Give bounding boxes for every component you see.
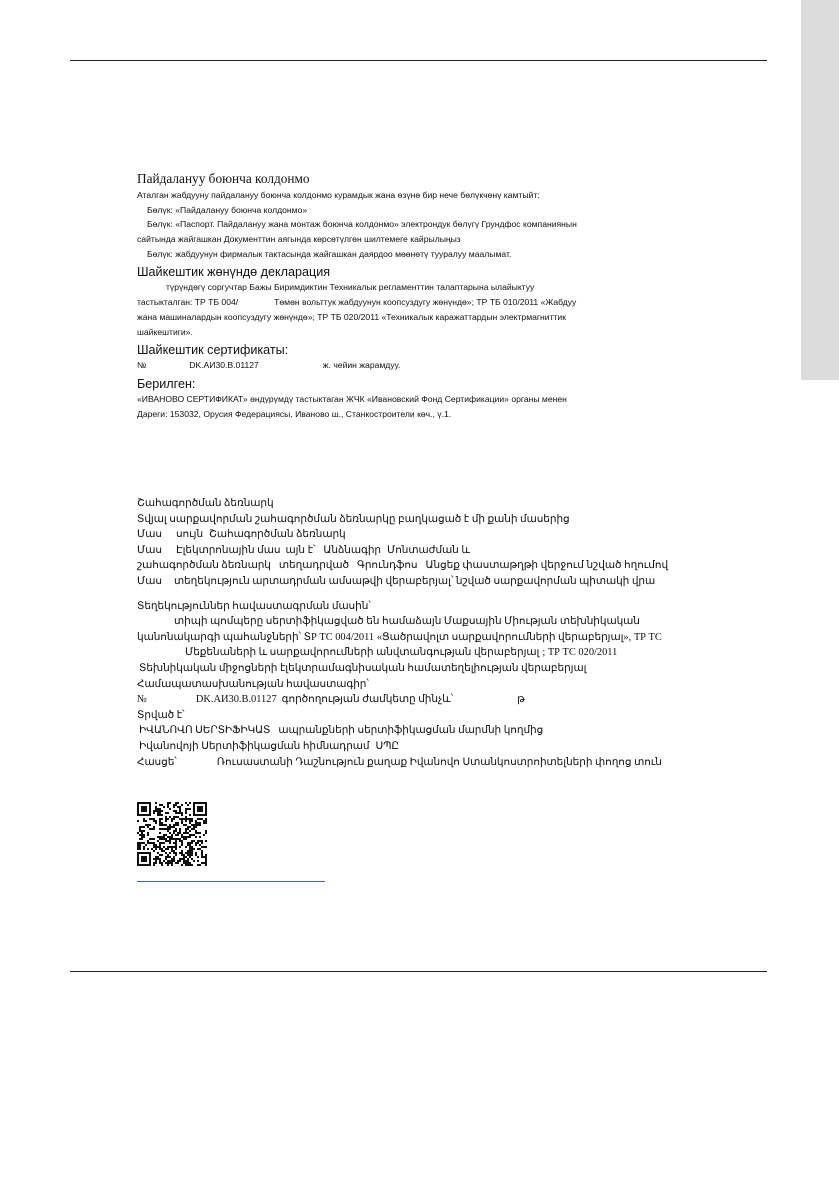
qr-code-icon[interactable] — [137, 802, 207, 866]
armenian-info-1: տիպի պոմպերը սերտիֆիկացված են համաձայն Մաքսային Միության տեխնիկական — [174, 616, 640, 628]
kyrgyz-issued-heading: Берилген: — [137, 376, 196, 391]
armenian-cert-suffix: թ — [517, 694, 525, 706]
armenian-issued-2: Իվանովոյի Սերտիֆիկացման հիմնադրամ — [139, 740, 370, 752]
kyrgyz-issued-2: Дареги: 153032, Орусия Федерациясы, Иваново ш., Станкостроители көч., ү.1. — [137, 408, 452, 419]
armenian-cert-valid: գործողության ժամկետը մինչև՝ — [281, 694, 454, 706]
armenian-certificate-line — [137, 692, 697, 708]
armenian-part2-h: Գրունդֆոս — [356, 560, 418, 572]
kyrgyz-title: Пайдалануу боюнча колдонмо — [137, 171, 310, 186]
armenian-info-3 — [137, 645, 697, 661]
kyrgyz-part2-a: Бөлүк: «Паспорт. Пайдалануу жана монтаж боюнча колдонмо» электрондук бөлүгү Грундфос компаниянын — [147, 219, 577, 230]
armenian-part2-a: Մաս — [137, 544, 162, 556]
kyrgyz-declaration-3: жана машиналардын коопсуздугу жөнүндө»; ТР ТБ 020/2011 «Техникалык каражаттардын электрмагниттик — [137, 311, 566, 322]
armenian-cert-id: DK.АИ30.В.01127 — [195, 694, 277, 706]
kyrgyz-part1: Бөлүк: «Пайдалануу боюнча колдонмо» — [147, 204, 308, 215]
kyrgyz-declaration-1: түрүндөгү соргучтар Бажы Биримдиктин Техникалык регламенттин талаптарына ылайыктуу — [166, 282, 535, 293]
armenian-part1 — [137, 527, 697, 543]
armenian-part2-i: Անցեք փաստաթղթի վերջում նշված հղումով — [425, 560, 669, 572]
kyrgyz-declaration-2b: Төмөн вольттук жабдуунун коопсуздугу жөнүндө»; ТР ТБ 010/2011 «Жабдуу — [274, 297, 577, 308]
kyrgyz-part2-b: сайтында жайгашкан Документтин аягында көрсөтүлгөн шилтемеге кайрылыңыз — [137, 234, 461, 245]
armenian-section — [137, 496, 697, 770]
armenian-part2-c: այն է՝ — [285, 544, 316, 556]
kyrgyz-declaration-4: шайкештиги». — [137, 326, 193, 337]
armenian-info-heading: Տեղեկություններ հավաստագրման մասին՝ — [137, 600, 371, 612]
kyrgyz-intro: Аталган жабдууну пайдалануу боюнча колдонмо курамдык жана өзүнө бир нече бөлүкчөнү камтыйт: — [137, 190, 540, 200]
armenian-cert-no: № — [137, 694, 147, 706]
kyrgyz-certificate-line — [137, 358, 697, 373]
armenian-address-line — [137, 755, 697, 771]
armenian-part2-f: շահագործման ձեռնարկ — [137, 560, 271, 572]
armenian-issued-2-line — [137, 739, 697, 755]
armenian-address-label: Հասցե՝ — [137, 756, 177, 768]
kyrgyz-certificate-heading: Шайкештик сертификаты: — [137, 343, 289, 358]
armenian-part3-a: Մաս — [137, 575, 162, 587]
armenian-part2-g: տեղադրված — [278, 560, 349, 572]
armenian-info-4: Տեխնիկական միջոցների էլեկտրամագնիսական համատեղելիության վերաբերյալ — [139, 662, 587, 674]
armenian-part1-a: Մաս — [137, 529, 162, 541]
armenian-part3 — [137, 574, 697, 590]
qr-link-underline[interactable] — [137, 881, 325, 882]
side-tab — [801, 0, 839, 380]
armenian-info-3a: Մեքենաների և սարքավորումների անվտանգության վերաբերյալ — [185, 647, 540, 659]
kyrgyz-declaration-2a: тастыкталган: ТР ТБ 004/ — [137, 297, 239, 308]
kyrgyz-cert-id: DK.АИ30.В.01127 — [189, 360, 259, 371]
armenian-address-value: Ռուսաստանի Դաշնություն քաղաք Իվանովո Ստանկոստրոիտելների փողոց տուն — [216, 756, 662, 768]
armenian-part2-b: Էլեկտրոնային մաս — [175, 544, 281, 556]
armenian-issued-1-line — [137, 723, 697, 739]
armenian-issued-2b: ՍՊԸ — [375, 740, 400, 752]
armenian-info-3b: ; ТР ТС 020/2011 — [542, 647, 618, 659]
armenian-part2 — [137, 543, 697, 559]
kyrgyz-declaration-2 — [137, 295, 697, 310]
armenian-part2-e: Մոնտաժման և — [387, 544, 470, 556]
bottom-rule — [70, 971, 767, 972]
armenian-part3-b: տեղեկություն արտադրման ամսաթվի վերաբերյալ՝ նշված սարքավորման պիտակի վրա — [173, 575, 656, 587]
armenian-issued-heading: Տրված է՝ — [137, 709, 185, 721]
armenian-issued-1: ԻՎԱՆՈՎՈ ՍԵՐՏԻՖԻԿԱՏ — [139, 725, 271, 737]
armenian-issued-1b: ապրանքների սերտիֆիկացման մարմնի կողմից — [278, 725, 544, 737]
armenian-part2-d: Անձնագիր — [323, 544, 381, 556]
kyrgyz-cert-valid: ж. чейин жарамдуу. — [322, 360, 401, 371]
kyrgyz-declaration-heading: Шайкештик жөнүндө декларация — [137, 265, 331, 280]
armenian-info-2: կանոնակարգի պահանջների՝ ՏР ТС 004/2011 «Ցածրավոլտ սարքավորումների վերաբերյալ», ТР ТС — [137, 631, 662, 643]
armenian-part1-c: Շահագործման ձեռնարկ — [209, 529, 346, 541]
armenian-part1-b: սույն — [175, 529, 204, 541]
armenian-intro: Տվյալ սարքավորման շահագործման ձեռնարկը բաղկացած է մի քանի մասերից — [137, 513, 570, 525]
kyrgyz-cert-no: № — [137, 360, 147, 371]
kyrgyz-issued-1: «ИВАНОВО СЕРТИФИКАТ» өндүрүмдү тастыктаган ЖЧК «Ивановский Фонд Сертификации» органы менен — [137, 393, 567, 404]
armenian-conformity-heading: Համապատասխանության հավաստագիր՝ — [137, 678, 369, 690]
kyrgyz-part3: Бөлүк: жабдуунун фирмалык тактасында жайгашкан даярдоо мөөнөтү тууралуу маалымат. — [147, 248, 512, 259]
top-rule — [70, 60, 767, 61]
kyrgyz-section — [137, 171, 697, 421]
armenian-part2-cont — [137, 558, 697, 574]
armenian-title: Շահագործման ձեռնարկ — [137, 498, 274, 509]
